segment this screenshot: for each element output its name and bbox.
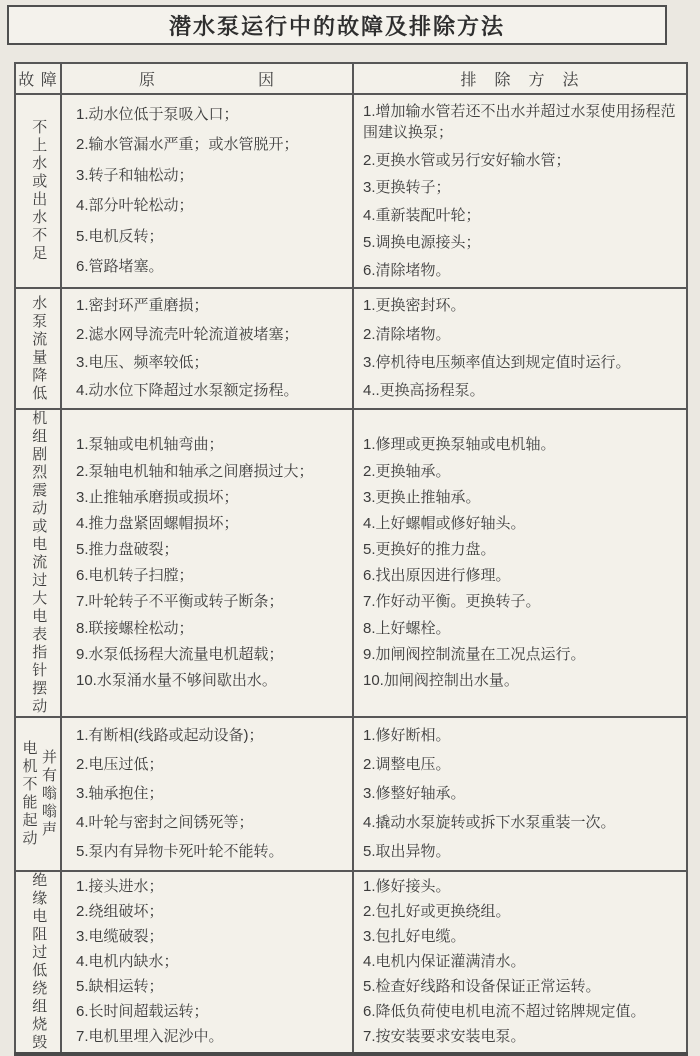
remedy-item: 4.撬动水泵旋转或拆下水泵重装一次。 [363,814,616,832]
remedy-list [363,289,680,408]
fault-label-line: 不上水或出水不足 [30,119,48,263]
fault-cell [15,717,61,871]
remedy-item: 9.加闸阀控制流量在工况点运行。 [363,645,586,663]
cause-item: 1.密封环严重磨损； [76,297,209,315]
cause-item: 5.推力盘破裂； [76,541,179,559]
remedy-item: 1.修理或更换泵轴或电机轴。 [363,436,556,454]
remedy-list [363,718,680,870]
remedy-item: 1.修好接头。 [363,878,451,896]
cause-item: 6.管路堵塞。 [76,258,164,276]
fault-label [16,119,60,263]
remedy-item: 4.重新装配叶轮； [363,206,481,224]
cause-item: 5.电机反转； [76,227,164,245]
remedy-item: 10.加闸阀控制出水量。 [363,671,519,689]
cause-item: 5.缺相运转； [76,978,164,996]
cause-item: 10.水泵涌水量不够间歇出水。 [76,671,277,689]
fault-cell [15,94,61,288]
remedy-item: 7.按安装要求安装电泵。 [363,1028,526,1046]
remedy-item: 4.电机内保证灌满清水。 [363,953,526,971]
cause-item: 8.联接螺栓松动； [76,619,194,637]
header-cause: 原 因 [61,63,353,94]
table-row [15,288,687,409]
cause-cell [61,288,353,409]
remedy-item: 5.调换电源接头； [363,234,481,252]
cause-item: 2.绕组破坏； [76,903,164,921]
fault-label [16,740,60,848]
remedy-cell [353,94,687,288]
cause-item: 1.接头进水； [76,878,164,896]
remedy-item: 7.作好动平衡。更换转子。 [363,593,541,611]
remedy-item: 2.更换水管或另行安好输水管； [363,151,571,169]
remedy-item: 5.更换好的推力盘。 [363,541,496,559]
cause-item: 4.叶轮与密封之间锈死等； [76,814,254,832]
remedy-list [363,95,680,287]
cause-item: 1.有断相(线路或起动设备)； [76,727,264,745]
remedy-list [363,430,680,696]
cause-item: 7.叶轮转子不平衡或转子断条； [76,593,284,611]
table-body [15,94,687,1054]
table-row [15,409,687,717]
remedy-item: 3.停机待电压频率值达到规定值时运行。 [363,353,631,371]
table-row [15,717,687,871]
cause-item: 9.水泵低扬程大流量电机超载； [76,645,284,663]
cause-item: 4.推力盘紧固螺帽损坏； [76,514,239,532]
remedy-item: 2.调整电压。 [363,756,451,774]
remedy-item: 1.更换密封环。 [363,297,466,315]
remedy-item: 2.更换轴承。 [363,462,451,480]
remedy-item: 3.修整好轴承。 [363,785,466,803]
cause-item: 3.转子和轴松动； [76,166,194,184]
remedy-item: 3.更换止推轴承。 [363,488,481,506]
cause-item: 3.止推轴承磨损或损坏； [76,488,239,506]
cause-item: 3.轴承抱住； [76,785,164,803]
remedy-item: 6.找出原因进行修理。 [363,567,511,585]
fault-remedy-table [14,62,688,1056]
remedy-item: 2.包扎好或更换绕组。 [363,903,511,921]
cause-list [76,289,348,408]
cause-item: 6.长时间超载运转； [76,1003,209,1021]
fault-label [16,295,60,403]
cause-item: 1.泵轴或电机轴弯曲； [76,436,224,454]
fault-label [16,872,60,1052]
fault-cell [15,288,61,409]
cause-list [76,873,348,1051]
remedy-item: 6.降低负荷使电机电流不超过铭牌规定值。 [363,1003,646,1021]
fault-cell [15,409,61,717]
fault-cell [15,871,61,1054]
remedy-item: 4..更换高扬程泵。 [363,381,485,399]
cause-item: 3.电缆破裂； [76,928,164,946]
cause-list [76,95,348,287]
cause-list [76,430,348,696]
document-title-box [7,5,667,45]
cause-item: 5.泵内有异物卡死叶轮不能转。 [76,843,284,861]
remedy-item: 4.上好螺帽或修好轴头。 [363,514,526,532]
cause-item: 3.电压、频率较低； [76,353,209,371]
cause-item: 2.输水管漏水严重；或水管脱开； [76,136,299,154]
cause-item: 4.电机内缺水； [76,953,179,971]
fault-label-line: 电机不能起动 [20,740,38,848]
table-header-row [15,63,687,94]
cause-cell [61,871,353,1054]
remedy-cell [353,717,687,871]
cause-item: 2.滤水网导流壳叶轮流道被堵塞； [76,325,299,343]
header-fault: 故 障 [15,63,61,94]
remedy-item: 5.检查好线路和设备保证正常运转。 [363,978,601,996]
remedy-item: 6.清除堵物。 [363,261,451,279]
fault-label-line: 并有嗡嗡声 [40,749,57,839]
fault-label [16,410,60,716]
cause-cell [61,409,353,717]
remedy-item: 2.清除堵物。 [363,325,451,343]
cause-item: 2.泵轴电机轴和轴承之间磨损过大； [76,462,314,480]
remedy-cell [353,288,687,409]
cause-item: 4.动水位下降超过水泵额定扬程。 [76,381,299,399]
page-title: 潜水泵运行中的故障及排除方法 [168,13,505,39]
remedy-item: 5.取出异物。 [363,843,451,861]
header-remedy: 排 除 方 法 [353,63,687,94]
table-row [15,871,687,1054]
cause-cell [61,94,353,288]
fault-label-line: 绝缘电阻过低绕组烧毁 [30,872,48,1052]
fault-label-line: 机组剧烈震动或电流过大电表指针摆动 [30,410,48,716]
cause-item: 6.电机转子扫膛； [76,567,194,585]
cause-item: 2.电压过低； [76,756,164,774]
remedy-item: 8.上好螺栓。 [363,619,451,637]
remedy-item: 1.修好断相。 [363,727,451,745]
remedy-cell [353,871,687,1054]
remedy-item: 3.包扎好电缆。 [363,928,466,946]
remedy-item: 3.更换转子； [363,179,451,197]
cause-list [76,718,348,870]
remedy-list [363,873,680,1051]
fault-label-line: 水泵流量降低 [30,294,48,403]
remedy-cell [353,409,687,717]
cause-item: 4.部分叶轮松动； [76,197,194,215]
table-row [15,94,687,288]
cause-item: 7.电机里埋入泥沙中。 [76,1028,224,1046]
cause-cell [61,717,353,871]
cause-item: 1.动水位低于泵吸入口； [76,105,239,123]
remedy-item: 1.增加输水管若还不出水并超过水泵使用扬程范围建议换泵； [363,102,676,142]
